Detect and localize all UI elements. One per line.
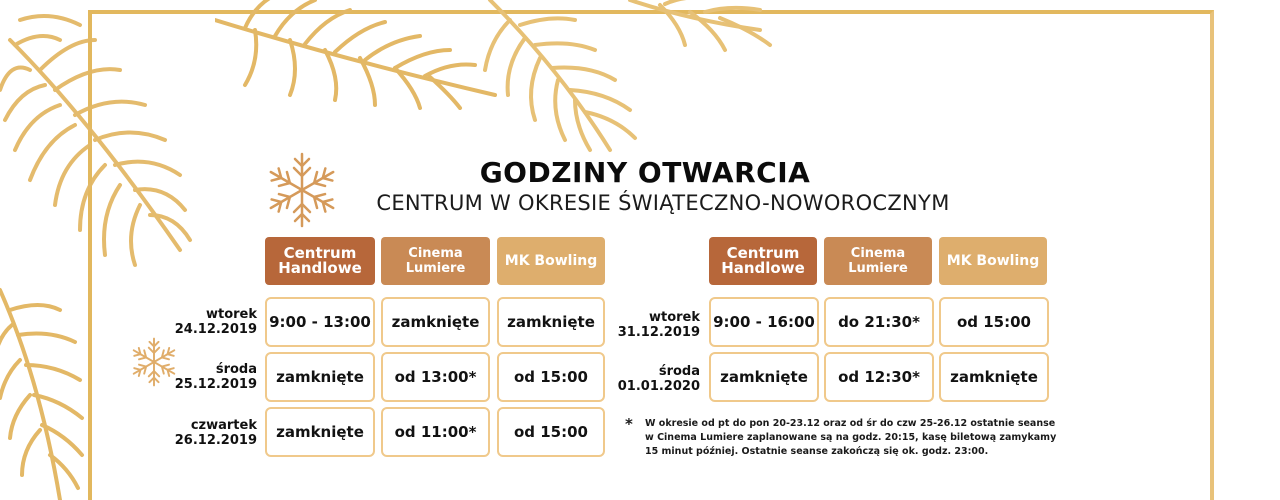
day-label: [580, 364, 700, 394]
header-cinema-lumiere: Cinema Lumiere: [824, 237, 932, 285]
hours-cell: do 21:30*: [824, 297, 934, 347]
title-block: [0, 156, 1280, 215]
day-name: środa: [658, 364, 700, 379]
footnote-text: W okresie od pt do pon 20-23.12 oraz od śr do czw 25-26.12 ostatnie seanse w Cinema Lumiere zaplanowane są na godz. 20:15, kasę biletową zamykamy 15 minut później. Ostatnie seanse zakończą się ok. godz. 23:00.: [645, 418, 1057, 457]
day-date: 25.12.2019: [174, 377, 257, 392]
day-name: środa: [215, 362, 257, 377]
hours-cell: od 15:00: [939, 297, 1049, 347]
pine-branch-bottom-left: [0, 280, 90, 500]
day-label: [137, 307, 257, 337]
day-date: 26.12.2019: [174, 433, 257, 448]
day-name: wtorek: [205, 307, 257, 322]
header-centrum-handlowe: Centrum Handlowe: [265, 237, 375, 285]
hours-cell: zamknięte: [709, 352, 819, 402]
pine-branch-top-right: [430, 0, 830, 160]
day-name: czwartek: [190, 418, 257, 433]
hours-cell: zamknięte: [265, 407, 375, 457]
hours-cell: 9:00 - 16:00: [709, 297, 819, 347]
hours-cell: od 11:00*: [381, 407, 490, 457]
hours-cell: zamknięte: [497, 297, 605, 347]
header-centrum-handlowe: Centrum Handlowe: [709, 237, 817, 285]
hours-cell: od 15:00: [497, 352, 605, 402]
hours-cell: zamknięte: [939, 352, 1049, 402]
footnote: [625, 417, 1065, 459]
day-label: [137, 362, 257, 392]
header-cinema-lumiere: Cinema Lumiere: [381, 237, 490, 285]
day-label: [580, 310, 700, 340]
day-date: 24.12.2019: [174, 322, 257, 337]
page-subtitle: CENTRUM W OKRESIE ŚWIĄTECZNO-NOWOROCZNYM: [376, 191, 950, 215]
hours-cell: od 12:30*: [824, 352, 934, 402]
day-date: 31.12.2019: [617, 325, 700, 340]
hours-cell: 9:00 - 13:00: [265, 297, 375, 347]
day-label: [137, 418, 257, 448]
hours-cell: zamknięte: [381, 297, 490, 347]
header-mk-bowling: MK Bowling: [497, 237, 605, 285]
hours-cell: od 13:00*: [381, 352, 490, 402]
header-mk-bowling: MK Bowling: [939, 237, 1047, 285]
day-name: wtorek: [648, 310, 700, 325]
hours-cell: zamknięte: [265, 352, 375, 402]
page-title: GODZINY OTWARCIA: [479, 156, 811, 189]
hours-cell: od 15:00: [497, 407, 605, 457]
day-date: 01.01.2020: [617, 379, 700, 394]
asterisk: *: [625, 415, 633, 433]
